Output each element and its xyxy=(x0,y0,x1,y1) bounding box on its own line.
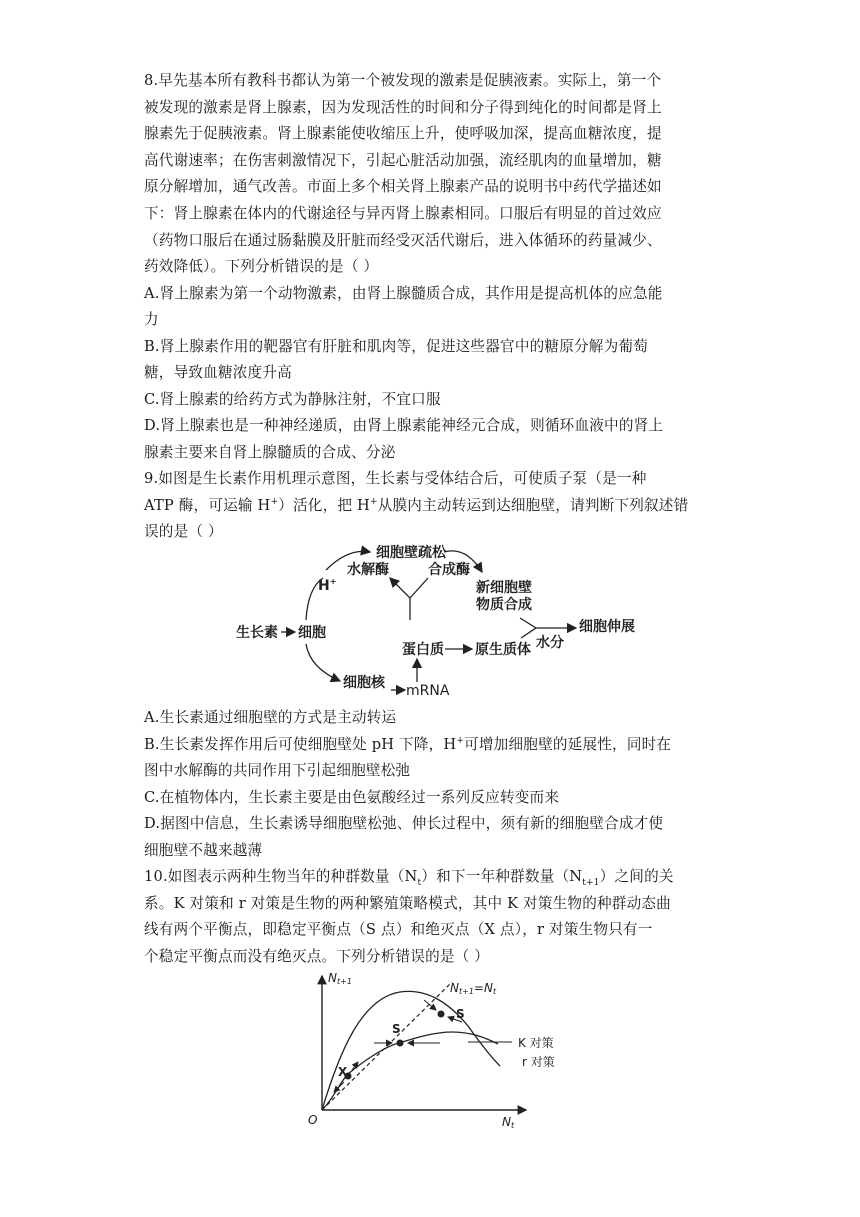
q9-option-c: C.在植物体内，生长素主要是由色氨酸经过一系列反应转变而来 xyxy=(144,789,560,806)
diagram-extension-label: 细胞伸展 xyxy=(579,619,635,635)
q10-stem-line: 系。K 对策和 r 对策是生物的两种繁殖策略模式，其中 K 对策生物的种群动态曲 xyxy=(144,895,671,912)
q9-option-d-cont: 细胞壁不越来越薄 xyxy=(144,842,263,859)
q9-option-b: B.生长素发挥作用后可使细胞壁处 pH 下降，H+可增加细胞壁的延展性，同时在 xyxy=(144,736,672,753)
diagram-mrna-label: mRNA xyxy=(406,683,450,699)
q10-stem-line: 线有两个平衡点，即稳定平衡点（S 点）和绝灭点（X 点），r 对策生物只有一 xyxy=(144,921,653,938)
graph-y-axis-label: Nt+1 xyxy=(328,971,352,986)
graph-r-strategy-label: r 对策 xyxy=(522,1055,555,1069)
diagram-water-label: 水分 xyxy=(536,635,564,651)
q8-stem-line: 原分解增加，通气改善。市面上多个相关肾上腺素产品的说明书中药代学描述如 xyxy=(144,178,662,195)
diagram-h-label: H+ xyxy=(318,577,337,594)
diagram-synthase-label: 合成酶 xyxy=(428,562,470,578)
diagram-hydrolase-label: 水解酶 xyxy=(347,562,389,578)
diagram-auxin-label: 生长素 xyxy=(236,625,278,641)
graph-x-axis-label: Nt xyxy=(502,1115,515,1128)
diagram-protoplast-label: 原生质体 xyxy=(475,642,531,658)
graph-k-strategy-label: K 对策 xyxy=(518,1036,554,1050)
q8-option-b: B.肾上腺素作用的靶器官有肝脏和肌肉等，促进这些器官中的糖原分解为葡萄 xyxy=(144,338,648,355)
q8-stem-line: 高代谢速率；在伤害刺激情况下，引起心脏活动加强，流经肌肉的血量增加，糖 xyxy=(144,152,662,169)
population-strategy-graph xyxy=(300,970,580,1128)
q8-option-c: C.肾上腺素的给药方式为静脉注射，不宜口服 xyxy=(144,391,441,408)
q9-option-a: A.生长素通过细胞壁的方式是主动转运 xyxy=(144,709,397,726)
q8-option-d-cont: 腺素主要来自肾上腺髓质的合成、分泌 xyxy=(144,444,396,461)
q8-option-b-cont: 糖，导致血糖浓度升高 xyxy=(144,364,292,381)
diagram-nucleus-label: 细胞核 xyxy=(343,675,385,691)
q8-option-a: A.肾上腺素为第一个动物激素，由肾上腺髓质合成，其作用是提高机体的应急能 xyxy=(144,285,663,302)
q8-stem-line: 药效降低）。下列分析错误的是（ ） xyxy=(144,258,379,275)
q8-stem-line: （药物口服后在通过肠黏膜及肝脏而经受灭活代谢后，进入体循环的药量减少、 xyxy=(144,232,662,249)
q8-stem-line: 8.早先基本所有教科书都认为第一个被发现的激素是促胰液素。实际上，第一个 xyxy=(144,72,662,89)
graph-point-x: X xyxy=(338,1065,348,1079)
diagram-cell-label: 细胞 xyxy=(298,625,326,641)
q9-stem-line: 9.如图是生长素作用机理示意图，生长素与受体结合后，可使质子泵（是一种 xyxy=(144,470,647,487)
q9-stem-line: ATP 酶，可运输 H+）活化，把 H+从膜内主动转运到达细胞壁，请判断下列叙述错 xyxy=(144,497,689,514)
q9-option-d: D.据图中信息，生长素诱导细胞壁松弛、伸长过程中，须有新的细胞壁合成才使 xyxy=(144,815,664,832)
q10-stem-line: 个稳定平衡点而没有绝灭点。下列分析错误的是（ ） xyxy=(144,948,490,965)
q8-stem-line: 被发现的激素是肾上腺素，因为发现活性的时间和分子得到纯化的时间都是肾上 xyxy=(144,99,662,116)
graph-diagonal-label: Nt+1=Nt xyxy=(450,981,497,996)
q8-stem-line: 腺素先于促胰液素。肾上腺素能使收缩压上升，使呼吸加深，提高血糖浓度，提 xyxy=(144,125,662,142)
graph-point-s-upper: S xyxy=(456,1007,465,1021)
auxin-mechanism-diagram xyxy=(230,540,650,702)
diagram-wall-loosening-label: 细胞壁疏松 xyxy=(376,545,446,561)
diagram-protein-label: 蛋白质 xyxy=(402,642,444,658)
graph-origin-label: O xyxy=(308,1113,318,1127)
q10-stem-line: 10.如图表示两种生物当年的种群数量$(N_t)$和下一年种群数量$(N_{t+1})$之间的关 xyxy=(144,868,674,888)
diagram-new-wall-label-2: 物质合成 xyxy=(476,597,532,613)
diagram-new-wall-label: 新细胞壁 xyxy=(476,580,532,596)
q8-option-d: D.肾上腺素也是一种神经递质，由肾上腺素能神经元合成，则循环血液中的肾上 xyxy=(144,417,664,434)
q9-option-b-cont: 图中水解酶的共同作用下引起细胞壁松弛 xyxy=(144,762,411,779)
q9-stem-line: 误的是（ ） xyxy=(144,523,223,540)
q8-stem-line: 下：肾上腺素在体内的代谢途径与异丙肾上腺素相同。口服后有明显的首过效应 xyxy=(144,205,662,222)
q8-option-a-cont: 力 xyxy=(144,311,159,328)
graph-point-s: S xyxy=(392,1022,401,1036)
